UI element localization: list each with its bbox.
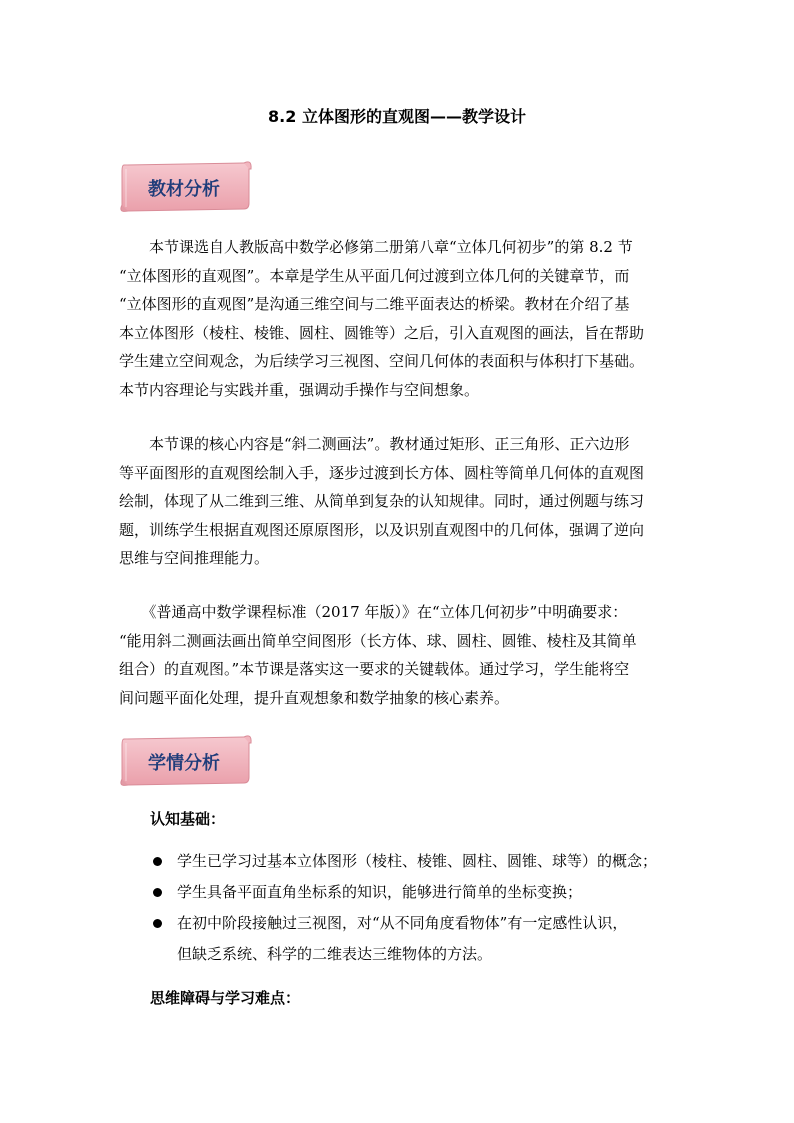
textbook-paragraph-1	[119, 233, 679, 404]
text-line: 本节内容理论与实践并重，强调动手操作与空间想象。	[119, 380, 480, 399]
text-line: 思维与空间推理能力。	[119, 549, 270, 567]
section-banner-learner-analysis	[118, 731, 253, 789]
cognitive-basis-heading: 认知基础：	[150, 810, 226, 828]
text-line: 本节课的核心内容是“斜二测画法”。教材通过矩形、正三角形、正六边形	[119, 435, 630, 453]
list-item: 学生具备平面直角坐标系的知识，能够进行简单的坐标变换；	[119, 877, 699, 908]
text-line: 《普通高中数学课程标准（2017 年版）》在“立体几何初步”中明确要求：	[119, 603, 628, 621]
text-line: 学生建立空间观念，为后续学习三视图、空间几何体的表面积与体积打下基础。	[119, 352, 645, 370]
bullet-icon	[153, 857, 162, 866]
text-line: “立体图形的直观图”。本章是学生从平面几何过渡到立体几何的关键章节，而	[119, 266, 630, 285]
text-line: 题，训练学生根据直观图还原原图形，以及识别直观图中的几何体，强调了逆向	[119, 520, 645, 539]
section-label: 学情分析	[148, 753, 220, 774]
section-banner-textbook-analysis	[118, 157, 253, 215]
textbook-paragraph-2	[119, 430, 679, 573]
text-line: 本立体图形（棱柱、棱锥、圆柱、圆锥等）之后，引入直观图的画法，旨在帮助	[119, 323, 645, 342]
text-line: 本节课选自人教版高中数学必修第二册第八章“立体几何初步”的第 8.2 节	[119, 238, 633, 256]
textbook-paragraph-3	[119, 598, 679, 712]
text-line: 组合）的直观图。”本节课是落实这一要求的关键载体。通过学习，学生能将空	[119, 660, 630, 678]
document-title: 8.2 立体图形的直观图——教学设计	[268, 107, 526, 126]
bullet-icon	[153, 888, 162, 897]
list-item: 在初中阶段接触过三视图，对“从不同角度看物体”有一定感性认识， 但缺乏系统、科学的二维表达三维物体的方法。	[119, 908, 699, 970]
bullet-icon	[153, 919, 162, 928]
text-line: “立体图形的直观图”是沟通三维空间与二维平面表达的桥梁。教材在介绍了基	[119, 295, 630, 313]
text-line: 等平面图形的直观图绘制入手，逐步过渡到长方体、圆柱等简单几何体的直观图	[119, 463, 645, 482]
difficulty-heading: 思维障碍与学习难点：	[150, 989, 301, 1007]
text-line: 绘制，体现了从二维到三维、从简单到复杂的认知规律。同时，通过例题与练习	[119, 492, 645, 510]
text-line: 间问题平面化处理，提升直观想象和数学抽象的核心素养。	[119, 688, 510, 707]
section-label: 教材分析	[148, 179, 220, 200]
cognitive-basis-list	[119, 846, 699, 970]
list-item: 学生已学习过基本立体图形（棱柱、棱锥、圆柱、圆锥、球等）的概念；	[119, 846, 699, 877]
text-line: “能用斜二测画法画出简单空间图形（长方体、球、圆柱、圆锥、棱柱及其简单	[119, 631, 637, 650]
